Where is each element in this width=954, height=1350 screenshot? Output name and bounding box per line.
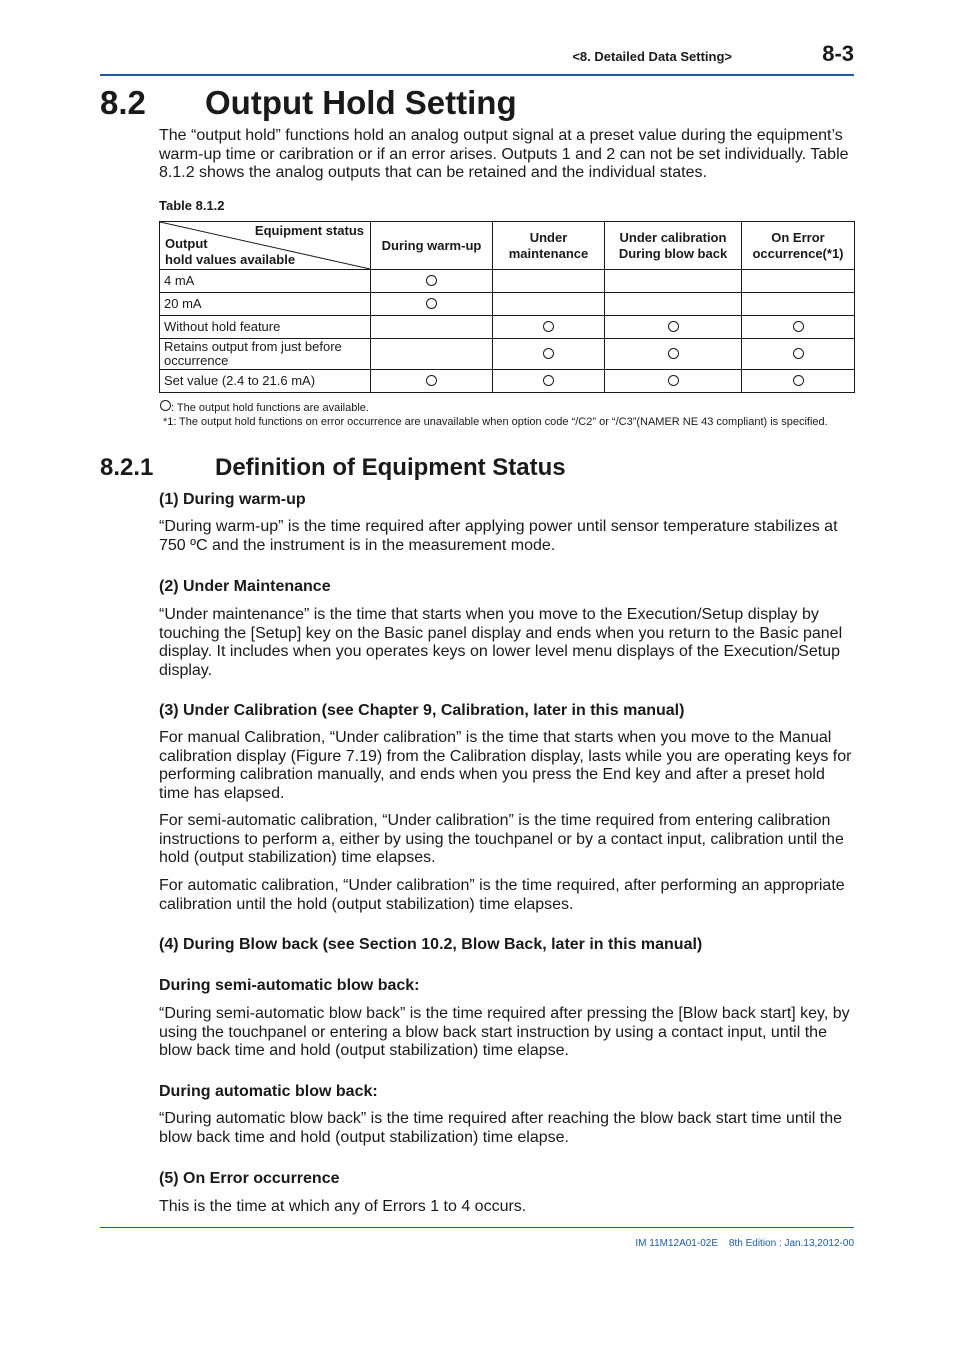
- page-number: 8-3: [822, 41, 854, 66]
- table-cell: [742, 293, 855, 316]
- table-cell: [493, 370, 605, 393]
- footer-edition: 8th Edition : Jan.13,2012-00: [728, 1238, 854, 1249]
- semi-blowback-heading: During semi-automatic blow back:: [159, 977, 420, 994]
- table-cell: [742, 316, 855, 339]
- section-title: Output Hold Setting: [205, 84, 517, 121]
- table-cell: [742, 370, 855, 393]
- row-label: Retains output from just before occurrence: [160, 339, 371, 370]
- column-header: On Error occurrence(*1): [742, 222, 855, 270]
- circle-icon: [668, 348, 679, 359]
- warmup-heading: (1) During warm-up: [159, 491, 306, 508]
- circle-icon: [668, 375, 679, 386]
- blowback-heading: (4) During Blow back (see Section 10.2, Blow Back, later in this manual): [159, 936, 703, 953]
- circle-icon: [426, 375, 437, 386]
- note-circle: : The output hold functions are available.: [160, 400, 369, 415]
- circle-icon: [793, 321, 804, 332]
- circle-icon: [426, 275, 437, 286]
- table-row: [160, 293, 855, 316]
- auto-blowback-text: “During automatic blow back” is the time required after reaching the blow back start time until the blow back time and hold (output stabilization) time elapse.: [159, 1110, 842, 1146]
- circle-icon: [426, 298, 437, 309]
- table-cell: [493, 270, 605, 293]
- table-corner-cell: [160, 222, 371, 270]
- semi-blowback-text: “During semi-automatic blow back” is the time required after pressing the [Blow back start] key, by using the touchpanel or entering a blow back start instruction by using a contact input, until the blow back time and hold (output stabilization) time elapse.: [159, 1005, 850, 1060]
- circle-icon: [543, 375, 554, 386]
- table-cell: [742, 270, 855, 293]
- column-header: Under calibration During blow back: [605, 222, 742, 270]
- table-cell: [742, 339, 855, 370]
- corner-top-label: Equipment status: [254, 223, 364, 238]
- maintenance-heading: (2) Under Maintenance: [159, 578, 331, 595]
- table-row: [160, 270, 855, 293]
- row-label: Set value (2.4 to 21.6 mA): [160, 370, 371, 393]
- section-intro: The “output hold” functions hold an analog output signal at a preset value during the equipment’s warm-up time or caribration or if an error arises. Outputs 1 and 2 can not be set individually. Table 8.1.2 shows the analog outputs that can be retained and the individual states.: [159, 127, 849, 182]
- circle-icon: [793, 348, 804, 359]
- table-cell: [493, 339, 605, 370]
- circle-icon: [543, 348, 554, 359]
- note-1-mark: *1:: [163, 416, 177, 428]
- running-header-chapter: <8. Detailed Data Setting>: [572, 49, 732, 64]
- table-cell: [493, 293, 605, 316]
- output-hold-table: [159, 221, 855, 393]
- calibration-heading: (3) Under Calibration (see Chapter 9, Calibration, later in this manual): [159, 702, 685, 719]
- warmup-text: “During warm-up” is the time required after applying power until sensor temperature stabilizes at 750 ºC and the instrument is in the measurement mode.: [159, 518, 838, 554]
- table-row: [160, 339, 855, 370]
- table-cell: [371, 293, 493, 316]
- table-row: [160, 316, 855, 339]
- subsection-number: 8.2.1: [100, 454, 154, 481]
- calibration-manual-text: For manual Calibration, “Under calibration” is the time that starts when you move to the Manual calibration display (Figure 7.19) from the Calibration display, lasts while you are operating keys for performing calibration manually, and ends when you press the End key and after a preset hold time has elapsed.: [159, 729, 852, 803]
- circle-icon: [543, 321, 554, 332]
- error-heading: (5) On Error occurrence: [159, 1170, 340, 1187]
- footer-doc-number: IM 11M12A01-02E: [635, 1238, 718, 1249]
- table-caption: Table 8.1.2: [159, 198, 225, 213]
- calibration-auto-text: For automatic calibration, “Under calibration” is the time required, after performing an appropriate calibration until the hold (output stabilization) time elapses.: [159, 877, 845, 913]
- table-cell: [605, 370, 742, 393]
- table-cell: [605, 339, 742, 370]
- table-cell: [605, 270, 742, 293]
- table-cell: [371, 339, 493, 370]
- table-cell: [605, 293, 742, 316]
- table-cell: [493, 316, 605, 339]
- table-cell: [371, 270, 493, 293]
- table-cell: [371, 316, 493, 339]
- table-cell: [605, 316, 742, 339]
- corner-bottom-label: Output hold values available: [165, 236, 296, 267]
- section-number: 8.2: [100, 84, 146, 121]
- footer-rule: [100, 1227, 854, 1228]
- table-row: [160, 370, 855, 393]
- subsection-heading: [100, 454, 566, 482]
- maintenance-text: “Under maintenance” is the time that starts when you move to the Execution/Setup display by touching the [Setup] key on the Basic panel display and ends when you return to the Basic panel display. It includes when you operates keys on lower level menu displays of the Execution/Setup display.: [159, 606, 843, 680]
- row-label: 4 mA: [160, 270, 371, 293]
- note-1-text: The output hold functions on error occurrence are unavailable when option code “/C2” or “/C3”(NAMER NE 43 compliant) is specified.: [179, 416, 828, 428]
- column-header: Under maintenance: [493, 222, 605, 270]
- circle-icon: [668, 321, 679, 332]
- row-label: 20 mA: [160, 293, 371, 316]
- section-heading: [100, 84, 517, 122]
- calibration-semi-text: For semi-automatic calibration, “Under calibration” is the time required from entering calibration instructions to perform a, either by using the touchpanel or by a contact input, calibration until the hold (output stabilization) time elapses.: [159, 812, 844, 867]
- circle-icon: [793, 375, 804, 386]
- header-rule: [100, 74, 854, 76]
- table-header-row: [160, 222, 855, 270]
- auto-blowback-heading: During automatic blow back:: [159, 1083, 378, 1100]
- subsection-title: Definition of Equipment Status: [215, 454, 566, 481]
- table-cell: [371, 370, 493, 393]
- error-text: This is the time at which any of Errors 1 to 4 occurs.: [159, 1198, 527, 1215]
- circle-icon: [160, 400, 171, 411]
- column-header: During warm-up: [371, 222, 493, 270]
- row-label: Without hold feature: [160, 316, 371, 339]
